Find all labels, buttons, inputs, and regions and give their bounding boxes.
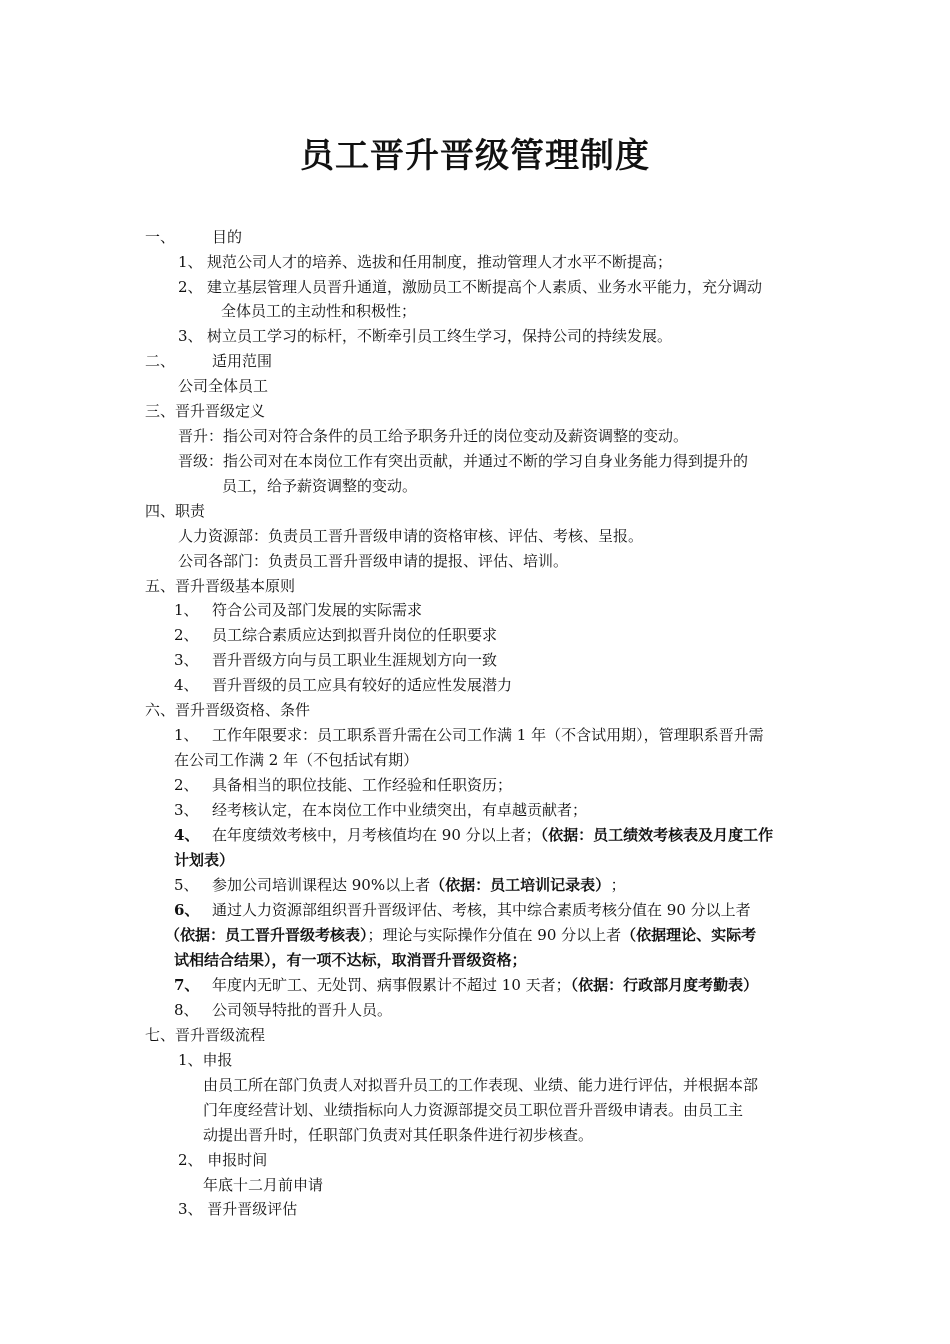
section-3-heading: 三、晋升晋级定义 bbox=[145, 402, 266, 420]
s1-item-1: 规范公司人才的培养、选拔和任用制度，推动管理人才水平不断提高； bbox=[207, 253, 673, 271]
s7-step-2-text: 年底十二月前申请 bbox=[203, 1176, 324, 1194]
section-2-number: 二、 bbox=[145, 352, 176, 370]
s6-condition-5-basis: （依据：员工培训记录表） bbox=[430, 876, 603, 894]
s6-condition-1-line-2: 在公司工作满 2 年（不包括试有期） bbox=[174, 751, 419, 769]
s4-responsibility-2: 公司各部门：负责员工晋升晋级申请的提报、评估、培训。 bbox=[178, 552, 569, 570]
s6-condition-6-basis-1: （依据：员工晋升晋级考核表） bbox=[165, 926, 368, 944]
s6-condition-7-number: 7、 bbox=[174, 976, 200, 994]
s5-principle-2-number: 2、 bbox=[174, 626, 199, 644]
s5-principle-4: 晋升晋级的员工应具有较好的适应性发展潜力 bbox=[212, 676, 513, 694]
s6-condition-8-number: 8、 bbox=[174, 1001, 199, 1019]
s6-condition-6-line-3: 试相结合结果），有一项不达标，取消晋升晋级资格； bbox=[174, 951, 527, 969]
s6-condition-4-text: 在年度绩效考核中，月考核值均在 90 分以上者； bbox=[212, 826, 541, 844]
s5-principle-1: 符合公司及部门发展的实际需求 bbox=[212, 601, 423, 619]
s6-condition-6-line-1: 通过人力资源部组织晋升晋级评估、考核，其中综合素质考核分值在 90 分以上者 bbox=[212, 901, 751, 919]
s6-condition-7-line bbox=[212, 975, 758, 995]
s7-step-1-line-3: 动提出晋升时，任职部门负责对其任职条件进行初步核查。 bbox=[203, 1126, 594, 1144]
s7-step-3: 3、 晋升晋级评估 bbox=[178, 1200, 298, 1218]
section-7-heading: 七、晋升晋级流程 bbox=[145, 1026, 266, 1044]
s7-step-1-line-2: 门年度经营计划、业绩指标向人力资源部提交员工职位晋升晋级申请表。由员工主 bbox=[203, 1101, 744, 1119]
s1-item-3: 树立员工学习的标杆，不断牵引员工终生学习，保持公司的持续发展。 bbox=[207, 327, 673, 345]
s1-item-2-line-1: 建立基层管理人员晋升通道，激励员工不断提高个人素质、业务水平能力，充分调动 bbox=[207, 278, 763, 296]
s7-step-2: 2、 申报时间 bbox=[178, 1151, 268, 1169]
s5-principle-1-number: 1、 bbox=[174, 601, 199, 619]
s5-principle-3: 晋升晋级方向与员工职业生涯规划方向一致 bbox=[212, 651, 498, 669]
s5-principle-3-number: 3、 bbox=[174, 651, 199, 669]
s1-item-3-number: 3、 bbox=[178, 327, 203, 345]
s6-condition-3-number: 3、 bbox=[174, 801, 199, 819]
s6-condition-1-number: 1、 bbox=[174, 726, 199, 744]
s6-condition-6-line-2 bbox=[165, 925, 756, 945]
s6-condition-4-number: 4、 bbox=[174, 826, 200, 844]
s6-condition-3: 经考核认定，在本岗位工作中业绩突出，有卓越贡献者； bbox=[212, 801, 588, 819]
s1-item-1-number: 1、 bbox=[178, 253, 203, 271]
document-title: 员工晋升晋级管理制度 bbox=[300, 136, 650, 176]
section-6-heading: 六、晋升晋级资格、条件 bbox=[145, 701, 311, 719]
s7-step-1: 1、申报 bbox=[178, 1051, 233, 1069]
s3-definition-2-line-1: 晋级：指公司对在本岗位工作有突出贡献，并通过不断的学习自身业务能力得到提升的 bbox=[178, 452, 749, 470]
s6-condition-6-number: 6、 bbox=[174, 901, 200, 919]
section-5-heading: 五、晋升晋级基本原则 bbox=[145, 577, 296, 595]
s6-condition-5-number: 5、 bbox=[174, 876, 199, 894]
s6-condition-5-end: ； bbox=[610, 876, 626, 894]
s5-principle-2: 员工综合素质应达到拟晋升岗位的任职要求 bbox=[212, 626, 498, 644]
s6-condition-4-line-1 bbox=[212, 825, 773, 845]
s4-responsibility-1: 人力资源部：负责员工晋升晋级申请的资格审核、评估、考核、呈报。 bbox=[178, 527, 644, 545]
section-2-label: 适用范围 bbox=[212, 352, 273, 370]
s1-item-2-number: 2、 bbox=[178, 278, 203, 296]
s3-definition-2-line-2: 员工，给予薪资调整的变动。 bbox=[222, 477, 418, 495]
s6-condition-1-line-1: 工作年限要求：员工职系晋升需在公司工作满 1 年（不含试用期），管理职系晋升需 bbox=[212, 726, 764, 744]
section-1-number: 一、 bbox=[145, 228, 176, 246]
s6-condition-8: 公司领导特批的晋升人员。 bbox=[212, 1001, 393, 1019]
s6-condition-4-line-2: 计划表） bbox=[174, 851, 235, 869]
s6-condition-7-basis: （依据：行政部月度考勤表） bbox=[570, 976, 759, 994]
s1-item-2-line-2: 全体员工的主动性和积极性； bbox=[221, 302, 417, 320]
s6-condition-5-line bbox=[212, 875, 626, 895]
s6-condition-6-basis-2: （依据理论、实际考 bbox=[621, 926, 757, 944]
s6-condition-6-text-2: ；理论与实际操作分值在 90 分以上者 bbox=[367, 926, 622, 944]
s6-condition-4-basis: （依据：员工绩效考核表及月度工作 bbox=[540, 826, 774, 844]
s7-step-1-line-1: 由员工所在部门负责人对拟晋升员工的工作表现、业绩、能力进行评估，并根据本部 bbox=[203, 1076, 759, 1094]
s6-condition-5-text: 参加公司培训课程达 90%以上者 bbox=[212, 876, 431, 894]
s2-text: 公司全体员工 bbox=[178, 377, 269, 395]
s6-condition-7-text: 年度内无旷工、无处罚、病事假累计不超过 10 天者； bbox=[212, 976, 571, 994]
s3-definition-1: 晋升：指公司对符合条件的员工给予职务升迁的岗位变动及薪资调整的变动。 bbox=[178, 427, 689, 445]
s6-condition-2: 具备相当的职位技能、工作经验和任职资历； bbox=[212, 776, 513, 794]
s6-condition-2-number: 2、 bbox=[174, 776, 199, 794]
section-1-label: 目的 bbox=[212, 228, 243, 246]
section-4-heading: 四、职责 bbox=[145, 502, 206, 520]
s5-principle-4-number: 4、 bbox=[174, 676, 199, 694]
